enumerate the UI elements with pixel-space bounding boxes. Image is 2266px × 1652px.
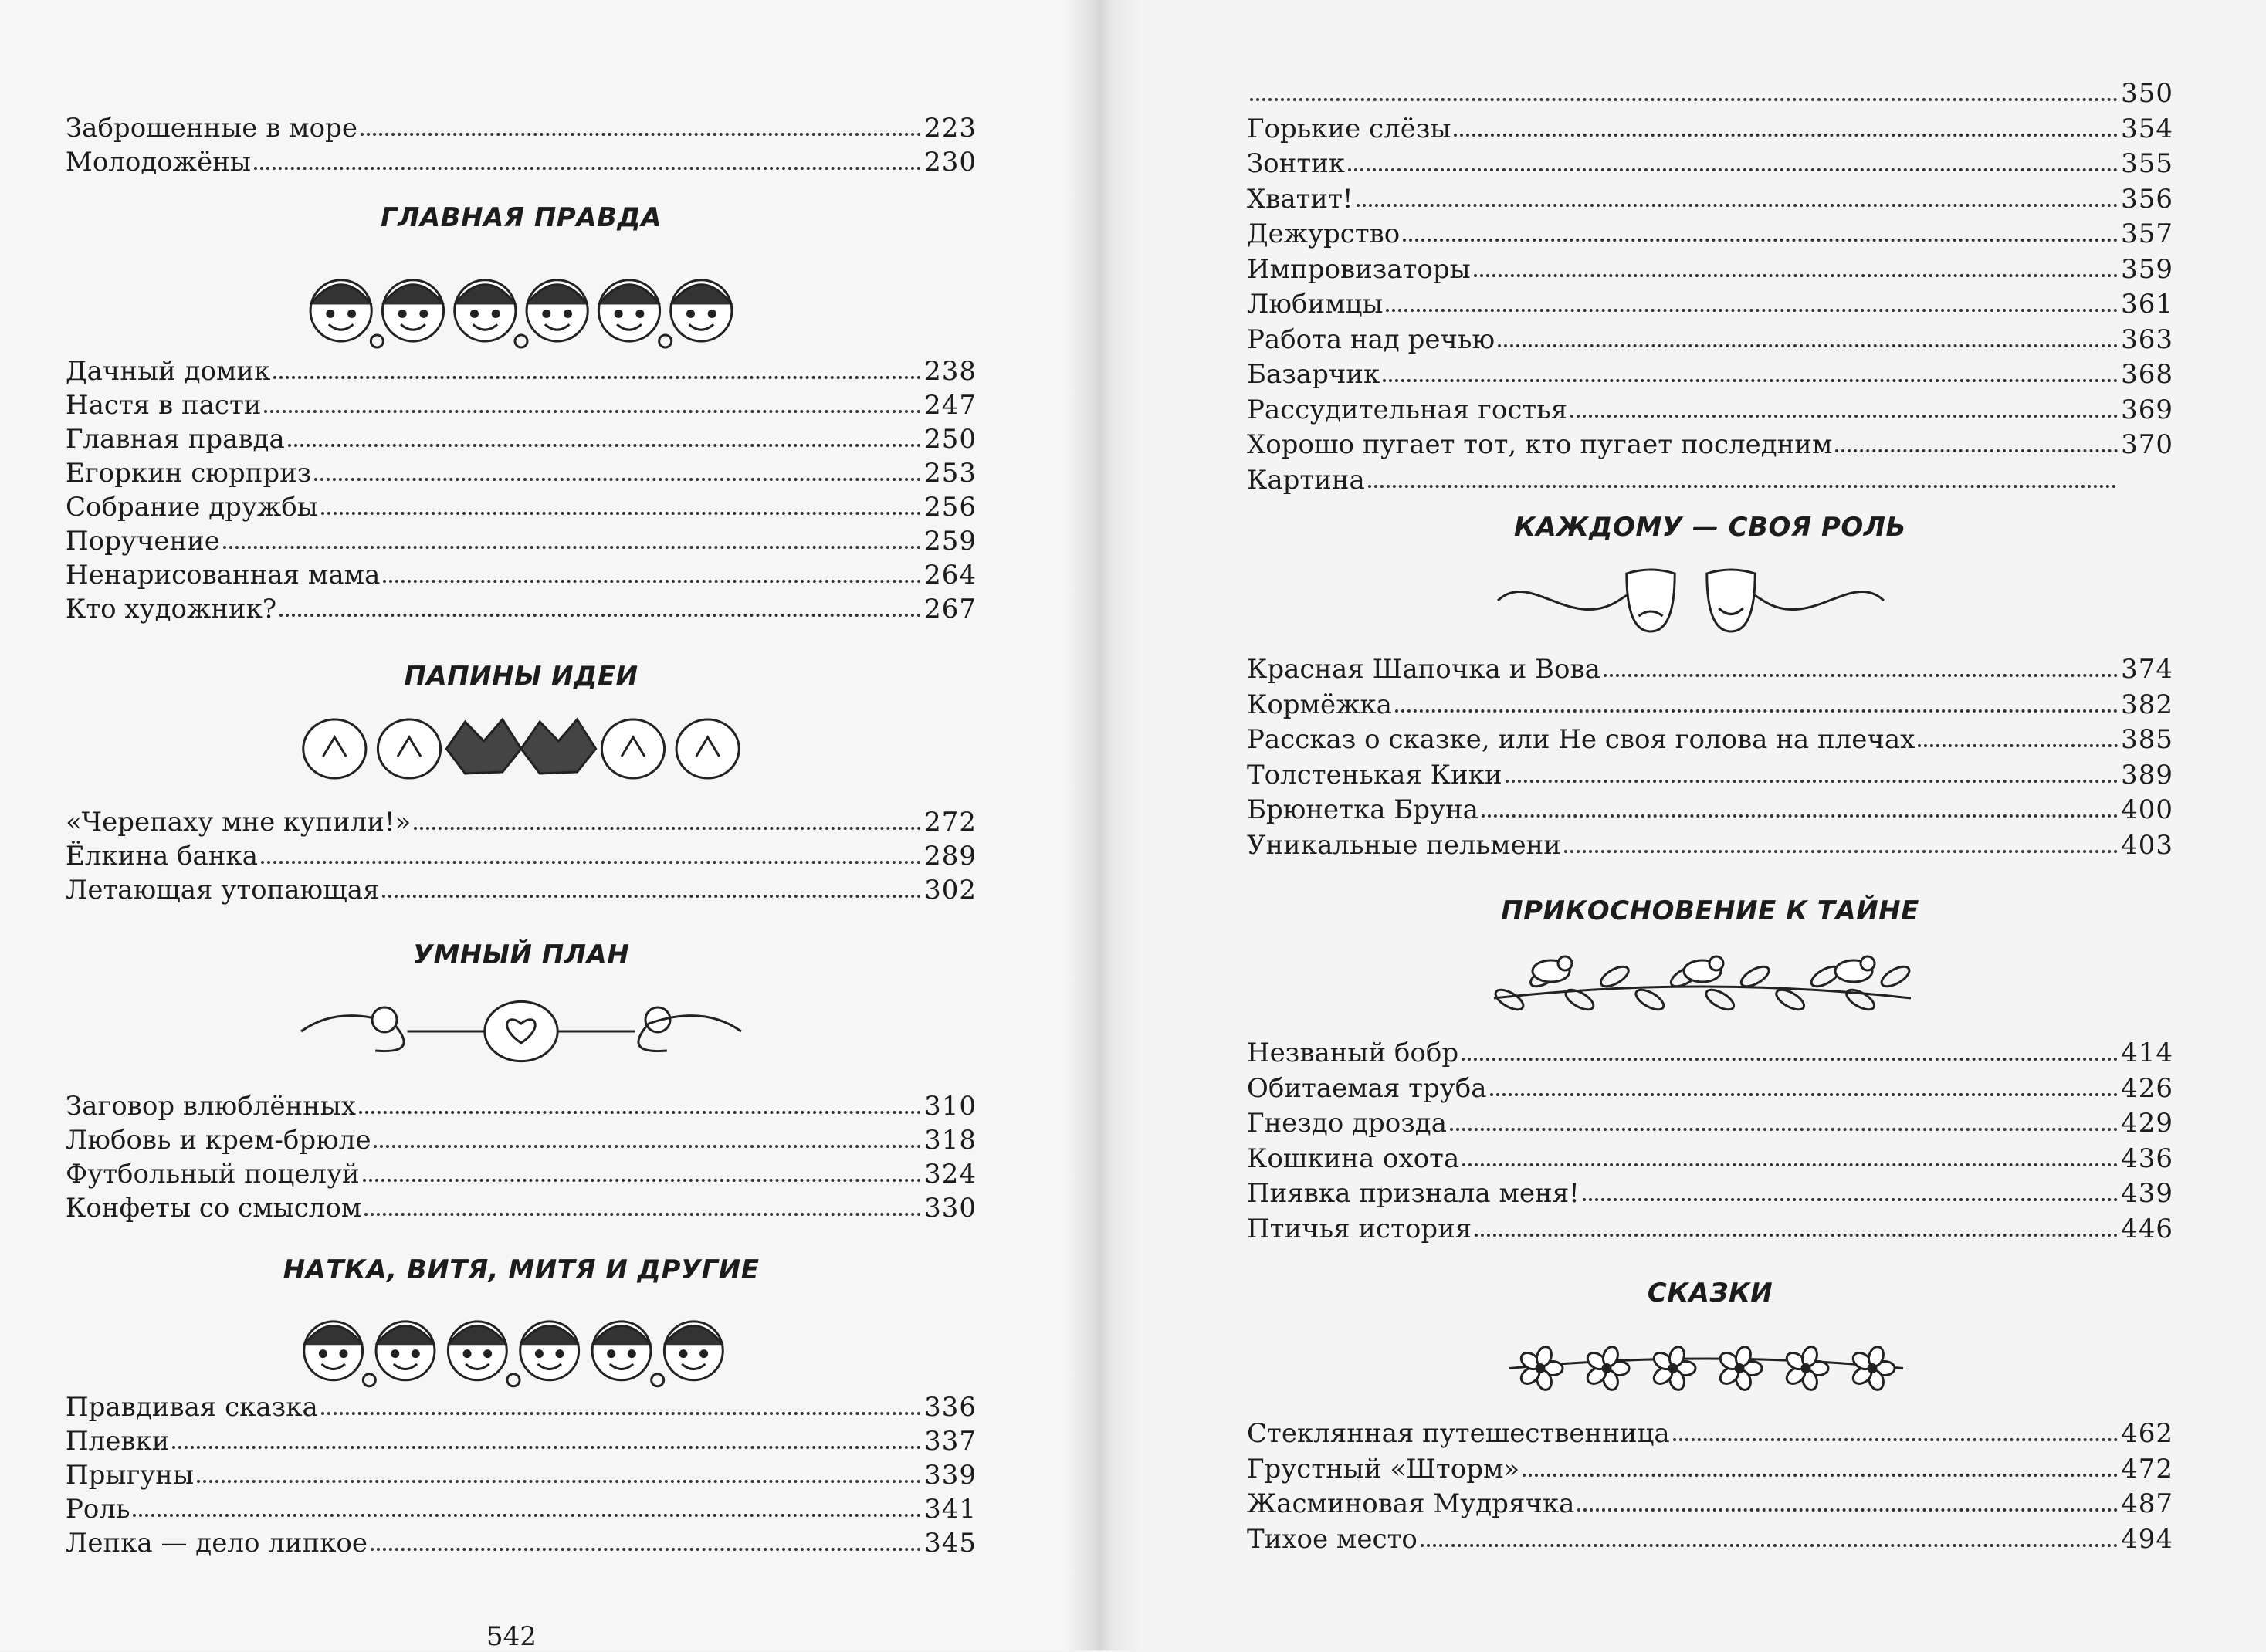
toc-entry-page: 247	[924, 390, 977, 421]
dot-leader	[1506, 780, 2119, 783]
toc-entry-title: Тихое место	[1247, 1523, 1418, 1555]
toc-entry-title: Пиявка признала меня!	[1247, 1178, 1580, 1209]
toc-entry-page: 462	[2121, 1418, 2173, 1449]
toc-entry-title: Импровизаторы	[1247, 253, 1471, 285]
toc-entry	[66, 389, 977, 421]
toc-entry	[1247, 113, 2173, 145]
toc-entry	[1247, 723, 2173, 756]
theatre-masks-ornament	[1490, 562, 1892, 639]
toc-entry	[66, 355, 977, 388]
dot-leader	[1421, 1544, 2118, 1547]
toc-entry	[1247, 428, 2173, 461]
dot-leader	[273, 376, 921, 379]
toc-entry-title: Работа над речью	[1247, 323, 1495, 355]
toc-entry-title: Поручение	[66, 526, 220, 557]
toc-entry-page: 341	[924, 1494, 977, 1525]
section-heading: НАТКА, ВИТЯ, МИТЯ И ДРУГИЕ	[283, 1254, 760, 1285]
toc-entry	[66, 559, 977, 591]
toc-entry	[1247, 1453, 2173, 1485]
dot-leader	[1475, 1234, 2118, 1237]
toc-entry	[1247, 1523, 2173, 1556]
toc-entry-title: Птичья история	[1247, 1213, 1472, 1244]
toc-entry-title: Настя в пасти	[66, 390, 262, 421]
toc-entry-title: Егоркин сюрприз	[66, 458, 312, 489]
toc-entry-title: Лепка — дело липкое	[66, 1528, 368, 1559]
toc-entry	[66, 806, 977, 838]
toc-entry-title: Футбольный поцелуй	[66, 1159, 360, 1190]
toc-entry-page: 345	[924, 1528, 977, 1559]
dot-leader	[1523, 1474, 2118, 1477]
toc-entry	[1247, 759, 2173, 791]
toc-entry-page: 494	[2121, 1523, 2173, 1555]
dot-leader	[364, 1213, 921, 1216]
children-faces-ornament	[305, 262, 737, 355]
toc-entry	[1247, 1177, 2173, 1210]
toc-entry-page: 426	[2121, 1072, 2173, 1104]
toc-entry-title: Рассудительная гостья	[1247, 394, 1568, 425]
toc-entry-page: 253	[924, 458, 977, 489]
toc-entry-page: 230	[924, 147, 977, 178]
toc-entry-page: 389	[2121, 759, 2173, 790]
toc-entry-title: Заброшенные в море	[66, 113, 357, 144]
toc-entry	[1247, 1107, 2173, 1139]
toc-entry-title: Правдивая сказка	[66, 1392, 318, 1423]
dot-leader	[1368, 485, 2116, 488]
toc-entry-title: Обитаемая труба	[1247, 1072, 1487, 1104]
toc-entry-page: 339	[924, 1460, 977, 1491]
toc-entry	[1247, 358, 2173, 391]
toc-entry-title: Кошкина охота	[1247, 1143, 1460, 1174]
toc-entry-page: 487	[2121, 1488, 2173, 1519]
dot-leader	[321, 1412, 921, 1415]
dot-leader	[1583, 1198, 2118, 1201]
toc-entry-title: Молодожёны	[66, 147, 251, 178]
toc-entry-title: Кто художник?	[66, 594, 277, 625]
dot-leader	[1454, 134, 2118, 137]
toc-entry	[1247, 1143, 2173, 1175]
dot-leader	[321, 512, 921, 515]
dot-leader	[197, 1480, 921, 1483]
dot-leader	[279, 614, 921, 617]
toc-entry-page: 337	[924, 1426, 977, 1457]
toc-entry	[1247, 1072, 2173, 1105]
children-faces-ornament	[297, 1305, 730, 1393]
toc-entry-page: 403	[2121, 829, 2173, 861]
dot-leader	[1383, 379, 2118, 382]
toc-entry	[1247, 464, 2173, 496]
flowers-leaves-ornament	[1502, 1328, 1911, 1409]
toc-entry-page: 350	[2121, 78, 2173, 109]
section-heading: ПРИКОСНОВЕНИЕ К ТАЙНЕ	[1501, 895, 1919, 926]
dot-leader	[172, 1446, 921, 1449]
toc-entry	[66, 525, 977, 557]
dot-leader	[359, 1111, 921, 1114]
toc-entry	[66, 1425, 977, 1457]
toc-entry-page: 289	[924, 841, 977, 872]
toc-entry-page: 330	[924, 1193, 977, 1224]
toc-entry-page: 446	[2121, 1213, 2173, 1244]
dot-leader	[1604, 674, 2118, 677]
dot-leader	[1673, 1438, 2118, 1441]
toc-entry-title: Базарчик	[1247, 359, 1380, 390]
toc-entry-title: Прыгуны	[66, 1460, 195, 1491]
toc-entry	[66, 1527, 977, 1559]
toc-entry-title: «Черепаху мне купили!»	[66, 807, 412, 838]
toc-entry-page: 310	[924, 1091, 977, 1122]
toc-entry-page: 267	[924, 594, 977, 625]
toc-entry-page: 272	[924, 807, 977, 838]
toc-entry-page: 368	[2121, 359, 2173, 390]
toc-entry-title: Жасминовая Мудрячка	[1247, 1488, 1575, 1519]
dot-leader	[1403, 239, 2118, 242]
dot-leader	[374, 1145, 921, 1148]
toc-entry	[1247, 77, 2173, 110]
toc-entry	[66, 457, 977, 489]
toc-entry-page: 256	[924, 492, 977, 523]
dot-leader	[382, 895, 921, 898]
toc-entry	[66, 1192, 977, 1224]
toc-entry-title: Рассказ о сказке, или Не своя голова на плечах	[1247, 724, 1915, 755]
toc-entry-page: 363	[2121, 323, 2173, 355]
page-number: 542	[486, 1621, 537, 1652]
toc-entry-page: 238	[924, 356, 977, 387]
dot-leader	[133, 1514, 921, 1517]
toc-entry	[1247, 689, 2173, 721]
dot-leader	[254, 167, 921, 170]
toc-entry-page: 382	[2121, 689, 2173, 720]
toc-entry	[66, 593, 977, 625]
toc-entry	[1247, 1417, 2173, 1450]
dot-leader	[1490, 1093, 2119, 1096]
toc-entry-page: 370	[2121, 429, 2173, 460]
toc-entry-page: 354	[2121, 113, 2173, 144]
toc-entry-title: Любимцы	[1247, 289, 1384, 320]
dot-leader	[1835, 449, 2118, 452]
toc-entry	[1247, 1037, 2173, 1069]
toc-entry-title: Хватит!	[1247, 183, 1353, 215]
toc-entry	[1247, 653, 2173, 686]
toc-entry	[1247, 147, 2173, 180]
toc-entry-title: Грустный «Шторм»	[1247, 1453, 1520, 1484]
toc-entry-page: 223	[924, 113, 977, 144]
dot-leader	[361, 133, 921, 136]
toc-entry	[66, 874, 977, 906]
toc-entry-page: 359	[2121, 253, 2173, 285]
toc-entry-page: 356	[2121, 183, 2173, 215]
dot-leader	[1577, 1508, 2118, 1512]
toc-entry-page: 472	[2121, 1453, 2173, 1484]
toc-entry-title: Стеклянная путешественница	[1247, 1418, 1670, 1449]
toc-entry-title: Летающая утопающая	[66, 875, 380, 906]
section-heading: СКАЗКИ	[1647, 1278, 1773, 1308]
toc-entry-title: Картина	[1247, 464, 1365, 496]
toc-entry-page: 369	[2121, 394, 2173, 425]
dot-leader	[1450, 1128, 2118, 1131]
cupids-heart-ornament	[293, 996, 749, 1067]
toc-entry-title: Любовь и крем-брюле	[66, 1125, 371, 1156]
toc-entry	[66, 423, 977, 455]
section-heading: ГЛАВНАЯ ПРАВДА	[380, 202, 662, 233]
toc-entry	[66, 1090, 977, 1122]
toc-entry-page: 385	[2121, 724, 2173, 755]
dot-leader	[1462, 1058, 2118, 1061]
dot-leader	[371, 1548, 921, 1551]
toc-entry-page: 318	[924, 1125, 977, 1156]
dot-leader	[383, 580, 921, 583]
section-heading: УМНЫЙ ПЛАН	[412, 939, 630, 970]
toc-entry	[1247, 323, 2173, 356]
dot-leader	[1357, 204, 2119, 207]
toc-entry-title: Гнездо дрозда	[1247, 1108, 1447, 1139]
toc-entry-title: Горькие слёзы	[1247, 113, 1451, 144]
toc-entry	[1247, 253, 2173, 286]
toc-entry-page: 357	[2121, 218, 2173, 249]
dot-leader	[1395, 709, 2118, 713]
toc-entry	[66, 491, 977, 523]
dot-leader	[261, 861, 921, 864]
section-heading: ПАПИНЫ ИДЕИ	[404, 661, 638, 692]
toc-entry	[66, 146, 977, 178]
toc-entry-title: Дежурство	[1247, 218, 1401, 249]
toc-entry-title: Ёлкина банка	[66, 841, 258, 872]
toc-entry-page: 264	[924, 560, 977, 591]
toc-entry-title: Главная правда	[66, 424, 285, 455]
toc-entry-page: 250	[924, 424, 977, 455]
toc-entry-title: Хорошо пугает тот, кто пугает последним	[1247, 429, 1833, 460]
dot-leader	[264, 410, 921, 413]
toc-entry	[1247, 1213, 2173, 1245]
toc-entry	[66, 1391, 977, 1423]
dot-leader	[314, 478, 921, 481]
book-gutter	[1065, 0, 1143, 1650]
toc-entry-page: 400	[2121, 794, 2173, 825]
ideas-medallions-ornament	[297, 710, 745, 787]
dot-leader	[1474, 274, 2118, 277]
toc-entry-page: 361	[2121, 289, 2173, 320]
dot-leader	[223, 546, 921, 549]
toc-entry	[1247, 829, 2173, 862]
toc-entry-title: Собрание дружбы	[66, 492, 318, 523]
birds-branches-ornament	[1486, 950, 1919, 1031]
section-heading: КАЖДОМУ — СВОЯ РОЛЬ	[1514, 512, 1906, 543]
toc-entry-page: 436	[2121, 1143, 2173, 1174]
toc-entry-title: Брюнетка Бруна	[1247, 794, 1478, 825]
toc-entry	[1247, 394, 2173, 426]
toc-entry	[1247, 794, 2173, 826]
toc-entry	[66, 1493, 977, 1525]
dot-leader	[1564, 850, 2118, 853]
dot-leader	[1918, 744, 2118, 747]
toc-entry	[66, 1158, 977, 1190]
toc-entry-title: Плевки	[66, 1426, 170, 1457]
toc-entry	[1247, 1488, 2173, 1520]
toc-entry	[66, 1459, 977, 1491]
dot-leader	[414, 827, 921, 830]
toc-entry-page: 324	[924, 1159, 977, 1190]
toc-entry-title: Толстенькая Кики	[1247, 759, 1502, 790]
toc-entry	[66, 1124, 977, 1156]
toc-entry-page: 302	[924, 875, 977, 906]
toc-entry-title: Кормёжка	[1247, 689, 1392, 720]
toc-entry-title: Уникальные пельмени	[1247, 829, 1561, 861]
toc-entry-page: 259	[924, 526, 977, 557]
toc-entry-title: Конфеты со смыслом	[66, 1193, 362, 1224]
dot-leader	[363, 1179, 921, 1182]
toc-entry-title: Зонтик	[1247, 148, 1346, 179]
toc-entry	[1247, 183, 2173, 215]
dot-leader	[1482, 814, 2118, 818]
toc-entry-title: Красная Шапочка и Вова	[1247, 654, 1600, 685]
dot-leader	[1386, 309, 2118, 312]
dot-leader	[288, 444, 921, 447]
toc-entry	[1247, 218, 2173, 250]
toc-entry-page: 429	[2121, 1108, 2173, 1139]
toc-entry-page: 374	[2121, 654, 2173, 685]
toc-entry-page: 355	[2121, 148, 2173, 179]
toc-entry-title: Заговор влюблённых	[66, 1091, 357, 1122]
toc-entry	[66, 840, 977, 872]
toc-entry	[1247, 288, 2173, 320]
toc-entry-title: Дачный домик	[66, 356, 271, 387]
toc-entry-page: 439	[2121, 1178, 2173, 1209]
toc-entry-title: Роль	[66, 1494, 130, 1525]
dot-leader	[1570, 415, 2118, 418]
dot-leader	[1462, 1163, 2118, 1166]
dot-leader	[1250, 98, 2118, 101]
dot-leader	[1498, 344, 2118, 347]
toc-entry-page: 414	[2121, 1038, 2173, 1068]
toc-entry-title: Ненарисованная мама	[66, 560, 381, 591]
toc-entry-title: Незваный бобр	[1247, 1038, 1459, 1068]
dot-leader	[1348, 168, 2118, 171]
toc-entry	[66, 112, 977, 144]
toc-entry-page: 336	[924, 1392, 977, 1423]
